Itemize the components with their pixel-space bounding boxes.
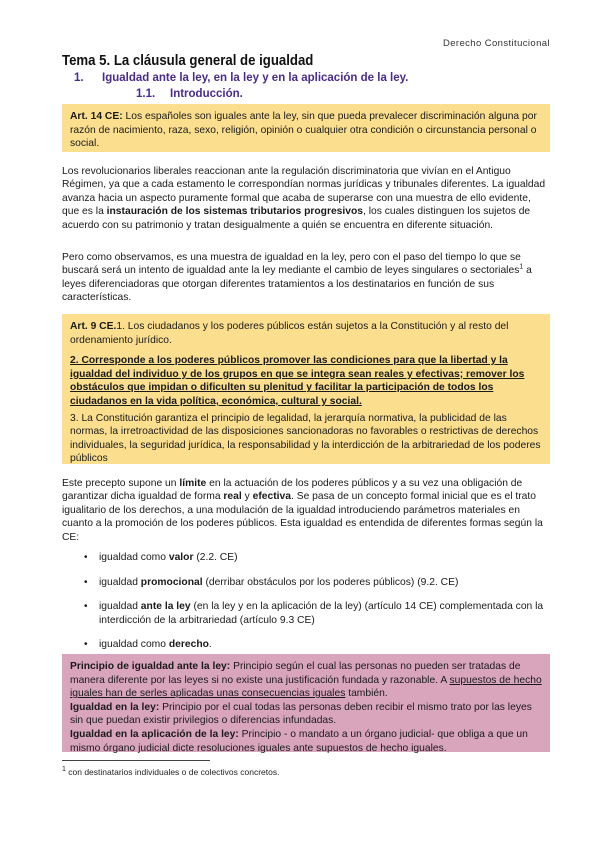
art9-text-1: 1. Los ciudadanos y los poderes públicos están sujetos a la Constitución y al resto del ordenamiento jurídico. [70, 321, 509, 346]
emphasis-real: real [223, 491, 242, 503]
subsection-heading [136, 88, 243, 100]
art9-paragraph-2: 2. Corresponde a los poderes públicos promover las condiciones para que la libertad y la igualdad del individuo y de los grupos en que se integra sean reales y efectivas; remover los obstáculos que impidan o dificulten su plenitud y facilitar la participación de todos los ciudadanos en la vida política, económica, cultural y social. [70, 355, 525, 407]
art14-quote [70, 110, 542, 151]
footnote [62, 767, 279, 777]
definition-equality-before-law [70, 660, 542, 701]
paragraph-text: y [241, 491, 253, 503]
emphasis-limit: límite [179, 478, 207, 489]
list-item [84, 551, 550, 565]
definition-text: Principio según el cual las personas no pueden ser tratadas de manera diferente por las leyes si no existe una justificación fundada y razonable. A [70, 661, 521, 686]
paragraph-text: a leyes diferenciadoras que otorgan diferentes tratamientos a los destinatarios en función de sus características. [62, 265, 532, 304]
art9-paragraph-1 [70, 320, 542, 347]
definition-equality-in-application [70, 728, 542, 755]
definition-label: Igualdad en la aplicación de la ley: [70, 728, 239, 740]
footnote-separator [62, 760, 210, 761]
definitions-box [62, 654, 550, 752]
list-text: igualdad como [99, 552, 169, 563]
paragraph-liberal-revolution [62, 165, 550, 232]
subsection-heading-text: Introducción. [170, 88, 243, 100]
emphasis-effective: efectiva [252, 491, 291, 503]
list-emphasis: valor [168, 552, 194, 563]
list-text: igualdad [99, 576, 141, 588]
section-heading [74, 72, 408, 84]
art14-label: Art. 14 CE: [70, 111, 123, 122]
definition-underlined: supuestos de hecho iguales han de serles aplicadas unas consecuencias iguales [70, 674, 542, 700]
definition-text: también. [345, 688, 388, 700]
art14-text: Los españoles son iguales ante la ley, sin que pueda prevalecer discriminación alguna por razón de nacimiento, raza, sexo, religión, opinión o cualquier otra condición o circunstancia personal o social. [70, 111, 537, 150]
subsection-number: 1.1. [136, 88, 156, 100]
art9-paragraph-3: 3. La Constitución garantiza el principio de legalidad, la jerarquía normativa, la publicidad de las normas, la irretroactividad de las disposiciones sancionadoras no favorables o restrictivas de derechos individuales, la seguridad jurídica, la responsabilidad y la interdicción de la arbitrariedad de los poderes públicos [70, 412, 541, 465]
paragraph-text: , los cuales distinguen los sujetos de acuerdo con su patrimonio y tratan desigualmente a quién se encuentra en diferente situación. [62, 206, 531, 231]
list-item [84, 576, 550, 590]
list-emphasis: derecho [168, 639, 209, 651]
paragraph-text: Pero como observamos, es una muestra de igualdad en la ley, pero con el paso del tiempo lo que se buscará será un intento de igualdad ante la ley mediante el cambio de leyes singulares o sectoriales [62, 252, 521, 277]
list-text: (derribar obstáculos por los poderes públicos) (9.2. CE) [202, 576, 459, 588]
definition-label: Igualdad en la ley: [70, 701, 160, 713]
bullet-icon: • [84, 601, 88, 613]
art14-quote-box [62, 104, 550, 152]
footnote-ref[interactable]: 1 [519, 263, 524, 271]
bullet-icon: • [84, 639, 88, 651]
art9-quote-box [62, 314, 550, 464]
list-item [84, 638, 550, 652]
section-heading-text: Igualdad ante la ley, en la ley y en la aplicación de la ley. [102, 72, 409, 84]
definition-equality-in-law [70, 701, 542, 728]
section-number: 1. [74, 72, 84, 84]
art9-label: Art. 9 CE. [70, 321, 117, 332]
paragraph-precept [62, 477, 550, 544]
paragraph-text: . Se pasa de un concepto formal inicial que es el trato igualitario de los derechos, a una modulación de la igualdad introduciendo parámetros materiales en cuanto a la promoción de los poderes públicos. Esta igualdad es entendida de diferentes formas según la CE: [62, 491, 543, 543]
definition-text: Principio - o mandato a un órgano judicial- que obliga a que un mismo órgano judicial dicte resoluciones iguales ante supuestos de hecho iguales. [70, 728, 528, 754]
list-text: (en la ley y en la aplicación de la ley) (artículo 14 CE) complementada con la interdicción de la arbitrariedad (artículo 9.3 CE) [99, 601, 544, 626]
running-header: Derecho Constitucional [442, 38, 550, 49]
list-emphasis: ante la ley [140, 601, 191, 613]
footnote-text: con destinatarios individuales o de colectivos concretos. [65, 767, 280, 777]
paragraph-equality-evolution [62, 251, 550, 305]
paragraph-text: Los revolucionarios liberales reaccionan ante la regulación discriminatoria que vivían en el Antiguo Régimen, ya que a cada estamento le correspondían normas jurídicas y tribunales diferentes. La igualdad avanza hacia un aspecto puramente formal que acaba de superarse con una muestra de ello evidente, que es la [62, 166, 546, 218]
paragraph-text: Este precepto supone un [62, 478, 180, 489]
paragraph-text: en la actuación de los poderes públicos y a su vez una obligación de garantizar dicha igualdad de forma [62, 478, 523, 503]
emphasis-tax-systems: instauración de los sistemas tributarios progresivos [106, 206, 364, 218]
list-text: igualdad como [99, 639, 169, 651]
bullet-icon: • [84, 576, 88, 588]
list-text: . [208, 639, 212, 651]
page-title: Tema 5. La cláusula general de igualdad [62, 52, 314, 69]
bullet-icon: • [84, 552, 88, 563]
list-text: (2.2. CE) [193, 552, 238, 563]
list-emphasis: promocional [140, 576, 203, 588]
footnote-mark: 1 [62, 766, 66, 774]
definition-text: Principio por el cual todas las personas deben recibir el mismo trato por las leyes sin que puedan existir privilegios o diferencias infundadas. [70, 701, 532, 727]
list-item [84, 600, 550, 627]
definition-label: Principio de igualdad ante la ley: [70, 661, 231, 672]
list-text: igualdad [99, 601, 141, 613]
equality-forms-list [84, 551, 550, 663]
